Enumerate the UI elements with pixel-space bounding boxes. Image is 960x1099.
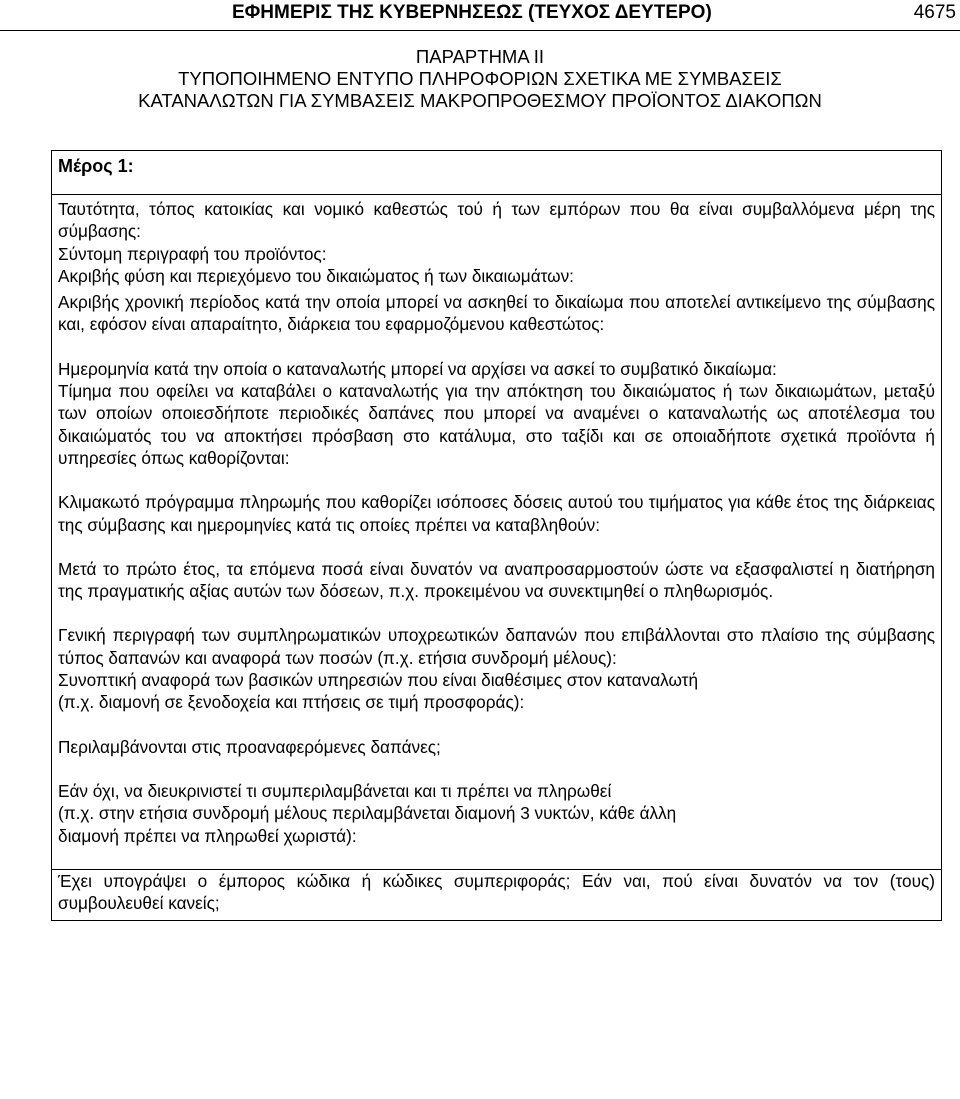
annex-heading: [0, 46, 960, 112]
field-additional-costs: Γενική περιγραφή των συμπληρωματικών υποχρεωτικών δαπανών που επιβάλλονται στο πλαίσιο της σύμβασης τύπος δαπανών και αναφορά των ποσών (π.χ. ετήσια συνδρομή μέλους):: [58, 625, 935, 668]
running-header: [0, 0, 960, 30]
field-start-date: Ημερομηνία κατά την οποία ο καταναλωτής μπορεί να αρχίσει να ασκεί το συμβατικό δικαίωμα:: [58, 358, 777, 379]
field-code-of-conduct: Έχει υπογράψει ο έμπορος κώδικα ή κώδικες συμπεριφοράς; Εάν ναι, πού είναι δυνατόν να τον (τους) συμβουλευθεί κανείς;: [52, 869, 941, 915]
field-right-nature: Ακριβής φύση και περιεχόμενο του δικαιώματος ή των δικαιωμάτων:: [58, 265, 574, 286]
part-label: Μέρος 1:: [52, 151, 942, 195]
field-membership-example: (π.χ. στην ετήσια συνδρομή μέλους περιλαμβάνεται διαμονή 3 νυκτών, κάθε άλλη: [58, 803, 677, 824]
field-payment-schedule: Κλιμακωτό πρόγραμμα πληρωμής που καθορίζει ισόποσες δόσεις αυτού του τιμήματος για κάθε έτος της διάρκειας της σύμβασης και ημερομηνίες κατά τις οποίες πρέπει να καταβληθούν:: [58, 492, 935, 535]
field-adjustment-note: Μετά το πρώτο έτος, τα επόμενα ποσά είναι δυνατόν να αναπροσαρμοστούν ώστε να εξασφαλιστεί η διατήρηση της πραγματικής αξίας αυτών των δόσεων, π.χ. προκειμένου να συνεκτιμηθεί ο πληθωρισμός.: [58, 558, 935, 602]
header-divider: [0, 30, 960, 31]
form-fields: [52, 195, 942, 921]
annex-subtitle-line1: ΤΥΠΟΠΟΙΗΜΕΝΟ ΕΝΤΥΠΟ ΠΛΗΡΟΦΟΡΙΩΝ ΣΧΕΤΙΚΑ ΜΕ ΣΥΜΒΑΣΕΙΣ: [178, 68, 782, 89]
field-trader-identity: Ταυτότητα, τόπος κατοικίας και νομικό καθεστώς τού ή των εμπόρων που θα είναι συμβαλλόμενα μέρη της σύμβασης:: [58, 199, 935, 242]
annex-title: ΠΑΡΑΡΤΗΜΑ ΙΙ: [415, 46, 545, 67]
field-if-not-included: Εάν όχι, να διευκρινιστεί τι συμπεριλαμβάνεται και τι πρέπει να πληρωθεί: [58, 780, 612, 801]
page-number: 4675: [913, 2, 956, 23]
field-services-example: (π.χ. διαμονή σε ξενοδοχεία και πτήσεις σε τιμή προσφοράς):: [58, 692, 525, 713]
field-separate-payment: διαμονή πρέπει να πληρωθεί χωριστά):: [58, 825, 357, 846]
gazette-title: ΕΦΗΜΕΡΙΣ ΤΗΣ ΚΥΒΕΡΝΗΣΕΩΣ (ΤΕΥΧΟΣ ΔΕΥΤΕΡΟ): [232, 2, 712, 23]
field-price: Τίμημα που οφείλει να καταβάλει ο καταναλωτής για την απόκτηση του δικαιώματος ή των δικαιωμάτων, μεταξύ των οποίων οποιεσδήποτε περιοδικές δαπάνες που μπορεί να αναμένει ο καταναλωτής ως αποτέλεσμα του δικαιώματός του να αποκτήσει πρόσβαση στο κατάλυμα, στο ταξίδι και σε οποιαδήποτε σχετικά προϊόντα ή υπηρεσίες όπως καθορίζονται:: [58, 381, 935, 468]
field-exercise-period: Ακριβής χρονική περίοδος κατά την οποία μπορεί να ασκηθεί το δικαίωμα που αποτελεί αντικείμενο της σύμβασης και, εφόσον είναι απαραίτητο, διάρκεια του εφαρμοζόμενου καθεστώτος:: [58, 292, 935, 335]
information-form: [51, 150, 942, 921]
field-services-summary: Συνοπτική αναφορά των βασικών υπηρεσιών που είναι διαθέσιμες στον καταναλωτή: [58, 670, 699, 691]
field-included-question: Περιλαμβάνονται στις προαναφερόμενες δαπάνες;: [58, 736, 441, 757]
field-product-description: Σύντομη περιγραφή του προϊόντος:: [58, 243, 327, 264]
annex-subtitle-line2: ΚΑΤΑΝΑΛΩΤΩΝ ΓΙΑ ΣΥΜΒΑΣΕΙΣ ΜΑΚΡΟΠΡΟΘΕΣΜΟΥ ΠΡΟΪΟΝΤΟΣ ΔΙΑΚΟΠΩΝ: [138, 90, 822, 111]
